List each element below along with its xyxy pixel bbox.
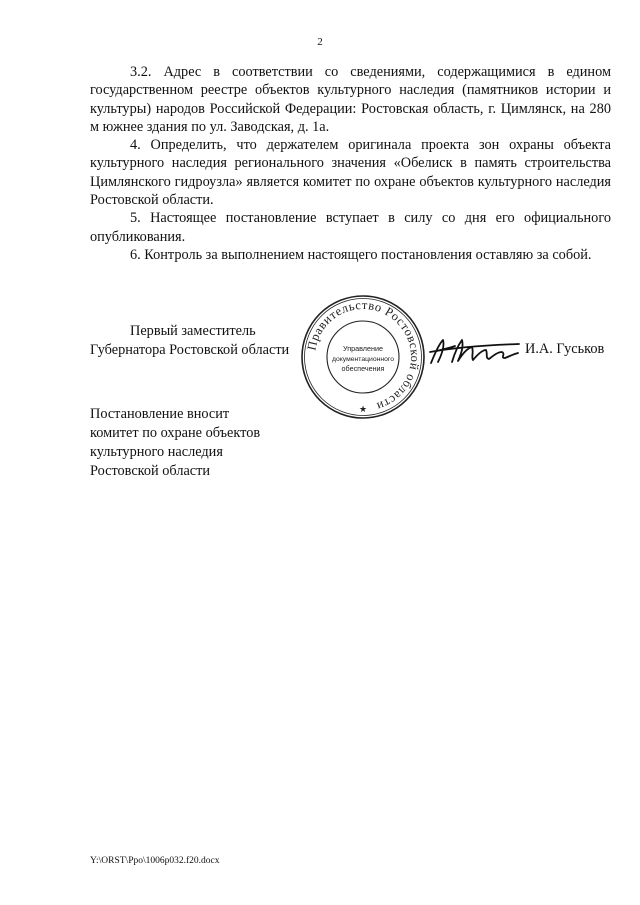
file-path-footer: Y:\ORST\Ppo\1006p032.f20.docx xyxy=(90,856,220,866)
paragraph-5: 5. Настоящее постановление вступает в силу со дня его официального опубликования. xyxy=(90,210,611,245)
submitted-by-line: комитет по охране объектов xyxy=(90,425,261,441)
signer-title-line2: Губернатора Ростовской области xyxy=(90,342,290,358)
submitted-by-line: культурного наследия xyxy=(90,444,223,460)
paragraph-6: 6. Контроль за выполнением настоящего постановления оставляю за собой. xyxy=(130,246,592,263)
submitted-by-line: Ростовской области xyxy=(90,463,211,479)
seal-inner-line3: обеспечения xyxy=(341,364,385,373)
submitted-by-note xyxy=(90,405,260,481)
signer-name: И.А. Гуськов xyxy=(525,341,605,357)
official-seal xyxy=(300,294,426,420)
document-body xyxy=(90,63,611,264)
paragraph-3-2: 3.2. Адрес в соответствии со сведениями, содержащимися в едином государственном реестре объектов культурного наследия (памятников истории и культуры) народов Российской Федерации: Ростовская область, г. Цимлянск, на 280 м южнее здания по ул. Заводская, д. 1а. xyxy=(90,64,611,135)
seal-outer-text: Правительство Ростовской области xyxy=(304,297,423,414)
seal-inner-line1: Управление xyxy=(343,344,383,353)
signer-title-line1: Первый заместитель xyxy=(130,323,256,339)
page-number: 2 xyxy=(317,36,323,48)
seal-star-icon: ★ xyxy=(358,404,368,414)
seal-inner-line2: документационного xyxy=(331,356,395,363)
handwritten-signature xyxy=(428,336,520,366)
submitted-by-line: Постановление вносит xyxy=(90,406,230,422)
paragraph-4: 4. Определить, что держателем оригинала проекта зон охраны объекта культурного наследия регионального значения «Обелиск в память строительства Цимлянского гидроузла» является комитет по охране объектов культурного наследия Ростовской области. xyxy=(90,137,611,209)
signer-title xyxy=(90,322,289,360)
